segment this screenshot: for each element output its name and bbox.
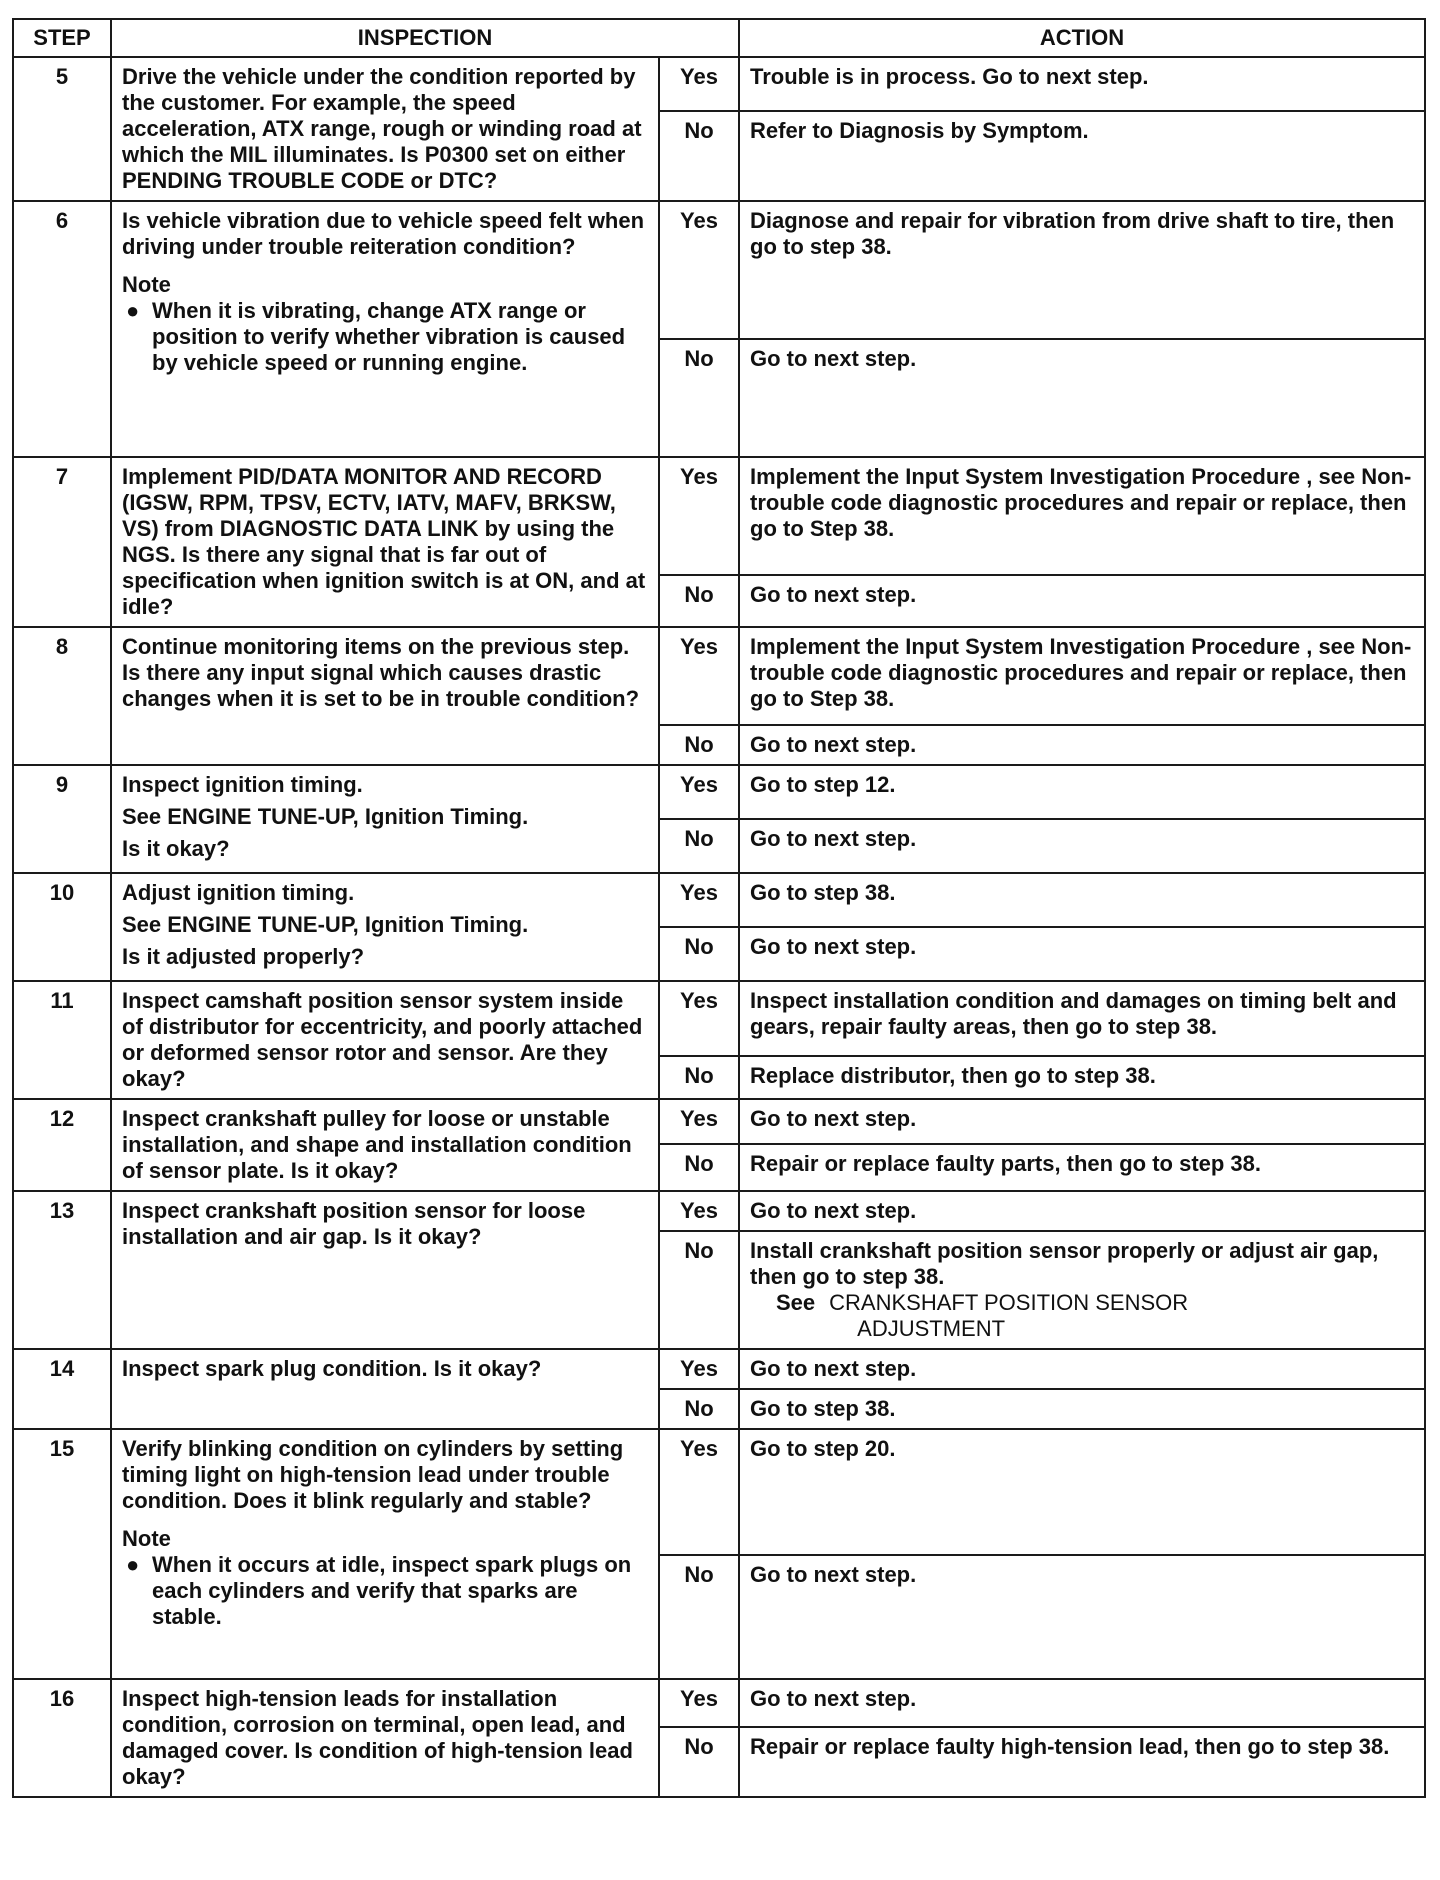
inspection-cell [111, 1429, 659, 1679]
no-label: No [659, 1389, 739, 1429]
no-label: No [659, 1727, 739, 1797]
step-number: 7 [13, 457, 111, 627]
yes-label: Yes [659, 457, 739, 575]
inspection-text: Implement PID/DATA MONITOR AND RECORD (IGSW, RPM, TPSV, ECTV, IATV, MAFV, BRKSW, VS) from DIAGNOSTIC DATA LINK by using the NGS. Is there any signal that is far out of specification when ignition switch is at ON, and at idle? [122, 464, 646, 619]
inspection-cell [111, 1679, 659, 1797]
no-action: Refer to Diagnosis by Symptom. [739, 111, 1425, 201]
inspection-question: Is it adjusted properly? [122, 944, 365, 969]
yes-action: Go to next step. [739, 1099, 1425, 1144]
inspection-text: Inspect crankshaft pulley for loose or unstable installation, and shape and installation condition of sensor plate. Is it okay? [122, 1106, 632, 1183]
inspection-cell [111, 981, 659, 1099]
note-heading: Note [122, 272, 171, 297]
yes-label: Yes [659, 1099, 739, 1144]
inspection-text: Inspect ignition timing. [122, 772, 363, 797]
step-number: 14 [13, 1349, 111, 1429]
note-item [122, 1552, 648, 1630]
bullet-icon: ● [126, 298, 140, 323]
yes-label: Yes [659, 1191, 739, 1231]
table-row [13, 1191, 1425, 1231]
yes-action: Go to step 20. [739, 1429, 1425, 1555]
no-action: Replace distributor, then go to step 38. [739, 1056, 1425, 1099]
inspection-cell [111, 57, 659, 201]
see-reference [750, 1290, 1414, 1342]
inspection-text: Inspect camshaft position sensor system inside of distributor for eccentricity, and poorly attached or deformed sensor rotor and sensor. Are they okay? [122, 988, 643, 1091]
inspection-text: Inspect high-tension leads for installation condition, corrosion on terminal, open lead, and damaged cover. Is condition of high-tension lead okay? [122, 1686, 633, 1789]
diagnostic-procedure-sheet [12, 18, 1424, 1798]
inspection-cell [111, 627, 659, 765]
table-row [13, 873, 1425, 927]
inspection-text: Adjust ignition timing. [122, 880, 355, 905]
see-reference: See ENGINE TUNE-UP, Ignition Timing. [122, 804, 529, 829]
no-label: No [659, 575, 739, 627]
yes-action: Go to next step. [739, 1191, 1425, 1231]
yes-action: Implement the Input System Investigation Procedure , see Non-trouble code diagnostic procedures and repair or replace, then go to Step 38. [739, 457, 1425, 575]
yes-action: Inspect installation condition and damages on timing belt and gears, repair faulty areas, then go to step 38. [739, 981, 1425, 1056]
yes-action: Implement the Input System Investigation Procedure , see Non-trouble code diagnostic procedures and repair or replace, then go to Step 38. [739, 627, 1425, 725]
step-header: STEP [13, 19, 111, 57]
action-header: ACTION [739, 19, 1425, 57]
yes-label: Yes [659, 981, 739, 1056]
yes-label: Yes [659, 1349, 739, 1389]
note-text: When it is vibrating, change ATX range or position to verify whether vibration is caused by vehicle speed or running engine. [152, 298, 626, 375]
yes-action: Trouble is in process. Go to next step. [739, 57, 1425, 111]
step-number: 15 [13, 1429, 111, 1679]
inspection-header: INSPECTION [111, 19, 739, 57]
yes-action: Go to step 12. [739, 765, 1425, 819]
yes-label: Yes [659, 627, 739, 725]
inspection-text: Inspect spark plug condition. Is it okay? [122, 1356, 542, 1381]
no-label: No [659, 819, 739, 873]
no-label: No [659, 339, 739, 457]
yes-action: Go to step 38. [739, 873, 1425, 927]
step-number: 10 [13, 873, 111, 981]
note-text: When it occurs at idle, inspect spark plugs on each cylinders and verify that sparks are stable. [152, 1552, 632, 1629]
table-row [13, 1099, 1425, 1144]
no-label: No [659, 1555, 739, 1679]
no-action: Go to next step. [739, 575, 1425, 627]
header-row [13, 19, 1425, 57]
see-reference-text [829, 1290, 1188, 1342]
yes-label: Yes [659, 873, 739, 927]
diagnostic-table [12, 18, 1426, 1798]
step-number: 13 [13, 1191, 111, 1349]
yes-label: Yes [659, 1679, 739, 1727]
table-row [13, 765, 1425, 819]
step-number: 6 [13, 201, 111, 457]
no-label: No [659, 927, 739, 981]
yes-action: Go to next step. [739, 1679, 1425, 1727]
inspection-cell [111, 765, 659, 873]
no-action-cell [739, 1231, 1425, 1349]
inspection-cell [111, 1099, 659, 1191]
inspection-text: Drive the vehicle under the condition reported by the customer. For example, the speed acceleration, ATX range, rough or winding road at which the MIL illuminates. Is P0300 set on either PENDING TROUBLE CODE or DTC? [122, 64, 642, 193]
table-row [13, 981, 1425, 1056]
inspection-cell [111, 457, 659, 627]
no-label: No [659, 111, 739, 201]
yes-action: Diagnose and repair for vibration from drive shaft to tire, then go to step 38. [739, 201, 1425, 339]
bullet-icon: ● [126, 1552, 140, 1577]
no-action: Go to step 38. [739, 1389, 1425, 1429]
no-action: Install crankshaft position sensor properly or adjust air gap, then go to step 38. [750, 1238, 1379, 1289]
no-label: No [659, 725, 739, 765]
no-action: Go to next step. [739, 819, 1425, 873]
table-row [13, 1429, 1425, 1555]
no-action: Repair or replace faulty high-tension lead, then go to step 38. [739, 1727, 1425, 1797]
no-action: Go to next step. [739, 927, 1425, 981]
step-number: 8 [13, 627, 111, 765]
note-item [122, 298, 648, 376]
yes-action: Go to next step. [739, 1349, 1425, 1389]
inspection-cell [111, 873, 659, 981]
see-reference-line: CRANKSHAFT POSITION SENSOR [829, 1290, 1189, 1315]
see-reference: See ENGINE TUNE-UP, Ignition Timing. [122, 912, 529, 937]
table-row [13, 457, 1425, 575]
step-number: 11 [13, 981, 111, 1099]
no-action: Go to next step. [739, 1555, 1425, 1679]
see-reference-line: ADJUSTMENT [857, 1316, 1006, 1341]
inspection-text: Inspect crankshaft position sensor for loose installation and air gap. Is it okay? [122, 1198, 586, 1249]
step-number: 16 [13, 1679, 111, 1797]
table-row [13, 57, 1425, 111]
no-action: Repair or replace faulty parts, then go to step 38. [739, 1144, 1425, 1191]
yes-label: Yes [659, 1429, 739, 1555]
no-label: No [659, 1231, 739, 1349]
no-action: Go to next step. [739, 725, 1425, 765]
inspection-text: Continue monitoring items on the previous step. Is there any input signal which causes drastic changes when it is set to be in trouble condition? [122, 634, 640, 711]
note-heading: Note [122, 1526, 171, 1551]
step-number: 5 [13, 57, 111, 201]
table-row [13, 201, 1425, 339]
table-row [13, 1349, 1425, 1389]
yes-label: Yes [659, 57, 739, 111]
inspection-text: Is vehicle vibration due to vehicle speed felt when driving under trouble reiteration condition? [122, 208, 645, 259]
table-row [13, 1679, 1425, 1727]
inspection-cell [111, 201, 659, 457]
yes-label: Yes [659, 201, 739, 339]
inspection-cell [111, 1191, 659, 1349]
no-action: Go to next step. [739, 339, 1425, 457]
step-number: 9 [13, 765, 111, 873]
inspection-cell [111, 1349, 659, 1429]
step-number: 12 [13, 1099, 111, 1191]
no-label: No [659, 1056, 739, 1099]
inspection-question: Is it okay? [122, 836, 230, 861]
inspection-text: Verify blinking condition on cylinders by setting timing light on high-tension lead under trouble condition. Does it blink regularly and stable? [122, 1436, 624, 1513]
yes-label: Yes [659, 765, 739, 819]
no-label: No [659, 1144, 739, 1191]
see-label: See [776, 1290, 816, 1315]
table-row [13, 627, 1425, 725]
